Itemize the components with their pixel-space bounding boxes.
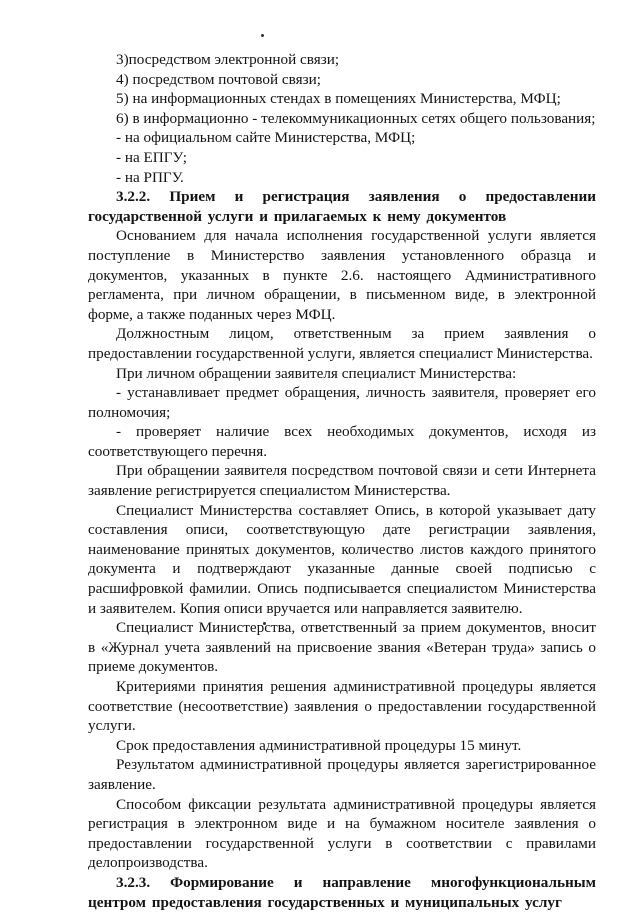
body-paragraph: Способом фиксации результата административной процедуры является регистрация в электронном виде и на бумажном носителе заявления о предоставлении государственной услуги в соответствии с правилами делопроизводства.: [88, 795, 596, 872]
section-heading: 3.2.3. Формирование и направление многофункциональным центром предоставления государственных и муниципальных услуг: [88, 873, 596, 911]
list-item: - на РПГУ.: [116, 168, 184, 186]
body-paragraph: Специалист Министерства, ответственный за прием документов, вносит в «Журнал учета заявлений на присвоение звания «Ветеран труда» запись о приеме документов.: [88, 619, 596, 676]
list-item: - устанавливает предмет обращения, личность заявителя, проверяет его полномочия;: [88, 384, 596, 421]
section-heading: 3.2.2. Прием и регистрация заявления о предоставлении государственной услуги и прилагаемых к нему документов: [88, 188, 596, 225]
scan-speck: [261, 34, 264, 37]
body-paragraph: Критериями принятия решения административной процедуры является соответствие (несоответствие) заявления о предоставлении государственной услуги.: [88, 678, 596, 735]
list-item: 5) на информационных стендах в помещениях Министерства, МФЦ;: [116, 90, 561, 108]
list-item: - на ЕПГУ;: [116, 148, 187, 166]
list-item: 3)посредством электронной связи;: [116, 51, 340, 68]
document-page: [88, 50, 596, 912]
list-item: 4) посредством почтовой связи;: [116, 70, 321, 88]
list-item: - проверяет наличие всех необходимых документов, исходя из соответствующего перечня.: [88, 423, 596, 460]
body-paragraph: При обращении заявителя посредством почтовой связи и сети Интернета заявление регистрируется специалистом Министерства.: [88, 462, 596, 500]
body-paragraph: Основанием для начала исполнения государственной услуги является поступление в Министерство заявления установленного образца и документов, указанных в пункте 2.6. настоящего Административного регламента, при личном обращении, в письменном виде, в электронной форме, а также поданных через МФЦ.: [88, 227, 596, 323]
body-paragraph: Должностным лицом, ответственным за прием заявления о предоставлении государственной услуги, является специалист Министерства.: [88, 325, 596, 362]
list-item: 6) в информационно - телекоммуникационных сетях общего пользования;: [116, 109, 596, 127]
body-paragraph: Срок предоставления административной процедуры 15 минут.: [116, 736, 522, 754]
body-paragraph: Результатом административной процедуры является зарегистрированное заявление.: [88, 756, 596, 793]
body-paragraph: Специалист Министерства составляет Опись, в которой указывает дату составления описи, соответствующую дате регистрации заявления, наименование принятых документов, количество листов каждого принятого документа и подтверждают указанные данные своей подписью с расшифровкой фамилии. Опись подписывается специалистом Министерства и заявителем. Копия описи вручается или направляется заявителю.: [88, 501, 596, 617]
body-paragraph: При личном обращении заявителя специалист Министерства:: [116, 364, 517, 382]
list-item: - на официальном сайте Министерства, МФЦ;: [116, 129, 416, 147]
